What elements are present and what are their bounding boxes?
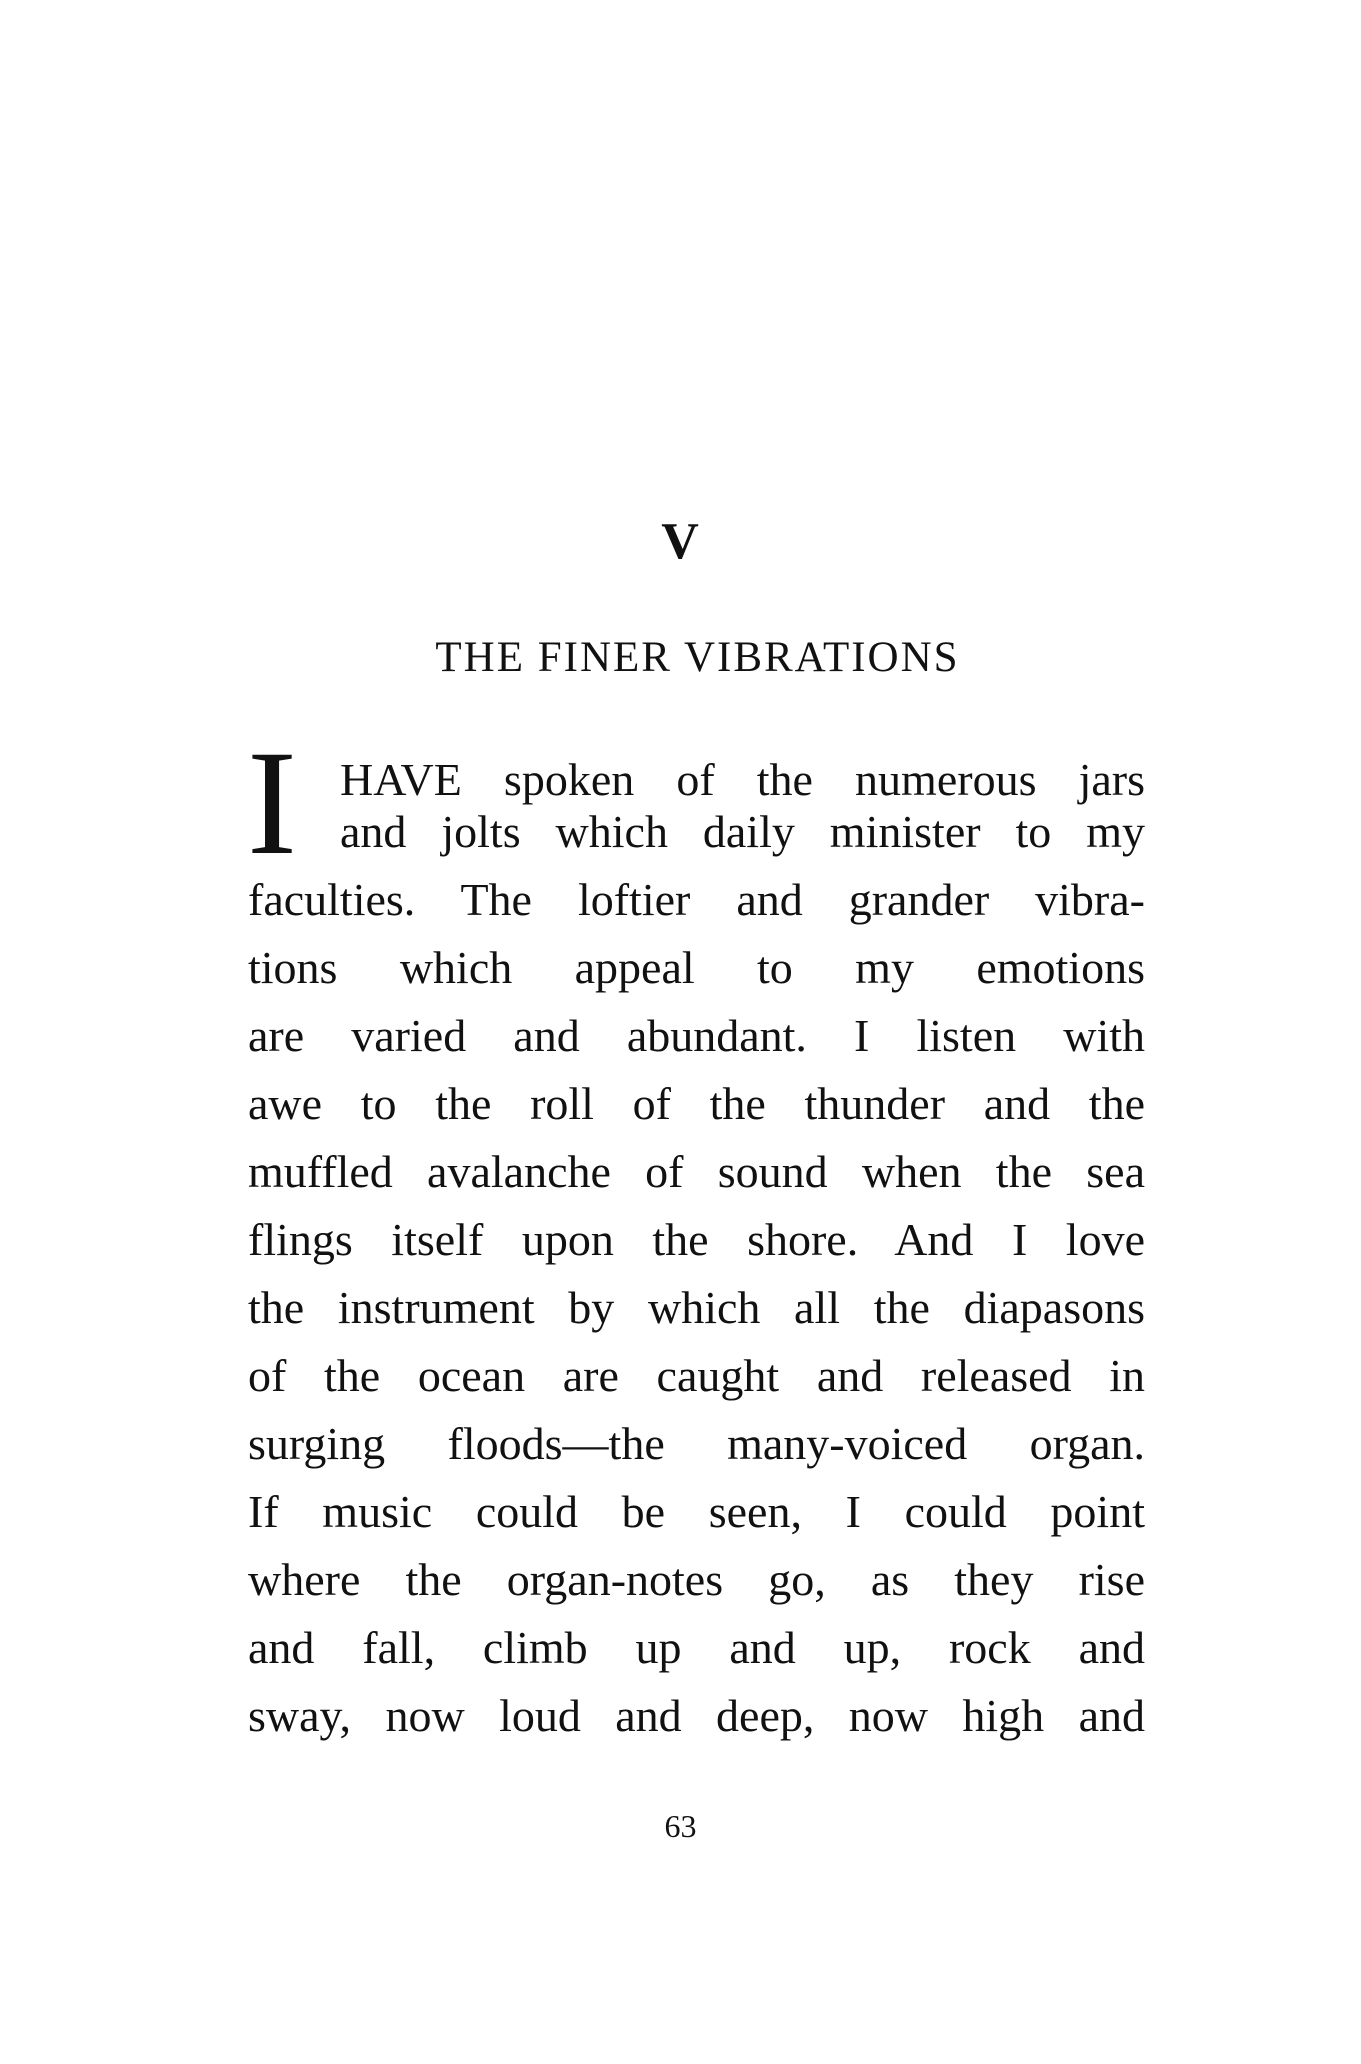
text-line: HAVE spoken of the numerous jars: [340, 754, 1145, 805]
text-line: where the organ-notes go, as they rise: [248, 1554, 1145, 1605]
text-line: are varied and abundant. I listen with: [248, 1010, 1145, 1061]
text-line: tions which appeal to my emotions: [248, 942, 1145, 993]
text-line: muffled avalanche of sound when the sea: [248, 1146, 1145, 1197]
chapter-number: V: [661, 513, 700, 570]
text-line: awe to the roll of the thunder and the: [248, 1078, 1145, 1129]
text-line: the instrument by which all the diapasons: [248, 1282, 1145, 1333]
text-line: sway, now loud and deep, now high and: [248, 1690, 1145, 1741]
text-line: flings itself upon the shore. And I love: [248, 1214, 1145, 1265]
text-line: of the ocean are caught and released in: [248, 1350, 1145, 1401]
drop-cap: I: [247, 720, 297, 886]
chapter-title: THE FINER VIBRATIONS: [435, 634, 960, 681]
text-line: faculties. The loftier and grander vibra-: [248, 874, 1145, 925]
text-line: surging floods—the many-voiced organ.: [248, 1418, 1145, 1469]
text-line: If music could be seen, I could point: [248, 1486, 1145, 1537]
page-number: 63: [664, 1808, 697, 1844]
text-line: and jolts which daily minister to my: [340, 806, 1145, 857]
text-line: and fall, climb up and up, rock and: [248, 1622, 1145, 1673]
